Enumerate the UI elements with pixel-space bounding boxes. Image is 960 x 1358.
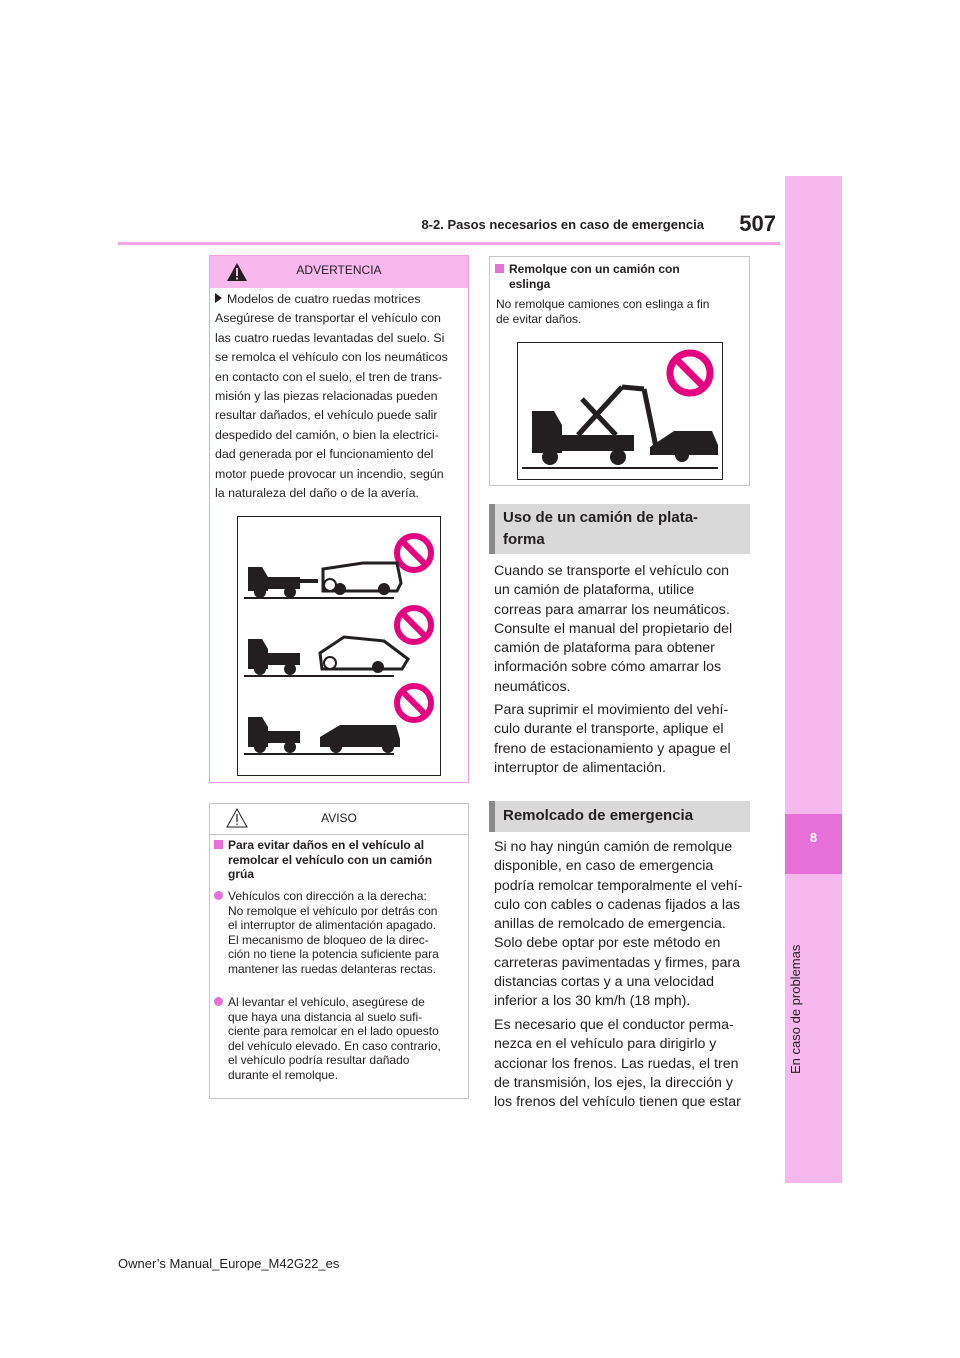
triangle-bullet-icon [215,293,222,303]
notice-label: AVISO [321,811,357,825]
square-bullet-icon [214,840,223,849]
flatbed-section-heading: Uso de un camión de plata- forma [489,504,750,554]
chapter-title-vertical [784,884,804,1074]
tow-scene-2 [244,637,408,677]
round-bullet-icon [214,997,223,1006]
header-rule [118,242,780,245]
warning-line: las cuatro ruedas levantadas del suelo. Si [215,330,445,345]
flatbed-paragraph-1: Cuando se transporte el vehículo con un camión de plataforma, utilice correas para amarrar los neumáticos. Consulte el manual del propietario del camión de plataforma para obtener información sobre cómo amarrar los neumáticos. [494,563,733,695]
sling-heading: Remolque con un camión con eslinga [495,262,745,291]
sling-truck-shape [532,411,634,465]
tow-truck-drawing [238,517,440,775]
prohibition-icon [397,686,431,720]
warning-text [215,290,463,503]
warning-line: Asegúrese de transportar el vehículo con [215,311,441,326]
warning-line: se remolca el vehículo con los neumáticos [215,350,448,365]
prohibition-icon [397,536,431,570]
warning-line: misión y las piezas relacionadas pueden [215,389,438,404]
page-number: 507 [739,211,776,236]
warning-line: dad generada por el funcionamiento del [215,447,434,462]
emergency-paragraph-2: Es necesario que el conductor perma- nezca en el vehículo para dirigirlo y accionar los frenos. Las ruedas, el tren de transmisión, los ejes, la dirección y los frenos del vehículo tienen que estar [494,1017,741,1111]
warning-line: la naturaleza del daño o de la avería. [215,486,419,501]
prohibition-icon [397,608,431,642]
warning-line: despedido del camión, o bien la electrici- [215,427,439,442]
sling-truck-illustration [517,342,723,480]
chapter-number: 8 [809,830,818,845]
sling-text: No remolque camiones con eslinga a fin de evitar daños. [496,297,710,326]
towing-prohibited-illustration [237,516,441,776]
notice-divider [210,834,468,835]
warning-line: Modelos de cuatro ruedas motrices [215,290,463,309]
warning-line: resultar dañados, el vehículo puede salir [215,408,438,423]
chapter-title: En caso de problemas [788,944,803,1074]
notice-heading: Para evitar daños en el vehículo al remolcar el vehículo con un camión grúa [214,838,464,882]
section-title: 8-2. Pasos necesarios en caso de emergencia [421,217,704,232]
tow-scene-1 [244,563,401,599]
towed-car [650,431,718,462]
warning-line: en contacto con el suelo, el tren de trans- [215,369,443,384]
emergency-paragraph-1: Si no hay ningún camión de remolque disponible, en caso de emergencia podría remolcar temporalmente el vehí- culo con cables o cadenas fijados a las anillas de remolcado de emergencia. Solo debe optar por este método en carreteras pavimentadas y firmes, para distancias cortas y a una velocidad inferior a los 30 km/h (18 mph). [494,839,743,1010]
emergency-section-heading: Remolcado de emergencia [489,801,750,832]
footer-text: Owner’s Manual_Europe_M42G22_es [118,1256,340,1271]
prohibition-icon [670,353,710,393]
notice-item-2: Al levantar el vehículo, asegúrese de que haya una distancia al suelo sufi- ciente para remolcar en el lado opuesto del vehículo elevado. En caso contrario, el vehículo podría resultar dañado durante el remolque. [214,995,466,1082]
warning-label: ADVERTENCIA [296,263,382,277]
round-bullet-icon [214,891,223,900]
notice-item-1: Vehículos con dirección a la derecha: No remolque el vehículo por detrás con el interruptor de alimentación apagado. El mecanismo de bloqueo de la direc- ción no tiene la potencia suficiente para mantener las ruedas delanteras rectas. [214,889,466,976]
tow-scene-3 [244,717,400,755]
flatbed-paragraph-2: Para suprimir el movimiento del vehí- culo durante el transporte, aplique el freno de estacionamiento y apague el interruptor de alimentación. [494,702,731,776]
warning-line: motor puede provocar un incendio, según [215,466,444,481]
sling-truck-drawing [518,343,722,479]
square-bullet-icon [495,264,504,273]
